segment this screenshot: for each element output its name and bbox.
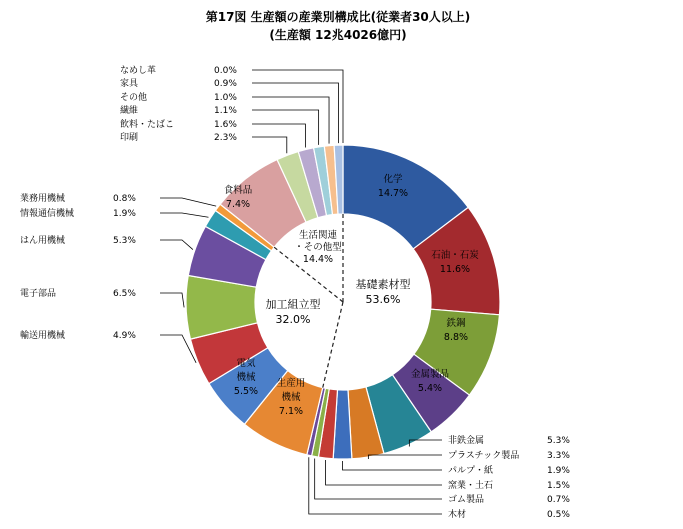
item-4-value: 5.3%: [547, 436, 570, 446]
item-1-inside-label-0: 石油・石炭: [431, 250, 479, 261]
item-2-inside-label-0: 鉄鋼: [446, 318, 466, 329]
item-18-value: 2.3%: [214, 133, 237, 143]
group-label-living-1: ・その他型: [294, 242, 342, 253]
item-16-value: 0.8%: [113, 194, 136, 204]
item-11-inside-label-2: 5.5%: [233, 386, 259, 397]
item-15-label: 情報通信機械: [20, 209, 75, 219]
item-14-label: はん用機械: [20, 236, 66, 246]
item-5-value: 3.3%: [547, 451, 570, 461]
item-12-label: 輸送用機械: [20, 331, 66, 341]
item-3-inside-label-0: 金属製品: [410, 369, 450, 380]
item-23-label: なめし革: [120, 66, 157, 76]
group-value-basic: 53.6%: [365, 293, 401, 306]
item-20-leader: [252, 110, 319, 145]
item-5-label: プラスチック製品: [448, 451, 520, 461]
item-17-inside-label-1: 7.4%: [225, 199, 251, 210]
chart-title: 第17図 生産額の産業別構成比(従業者30人以上): [205, 10, 471, 24]
item-11-inside-label-1: 機械: [236, 372, 256, 383]
item-10-inside-label-0: 生産用: [276, 378, 306, 389]
item-13-value: 6.5%: [113, 289, 136, 299]
item-7-leader: [326, 460, 442, 485]
item-23-value: 0.0%: [214, 66, 237, 76]
item-20-value: 1.1%: [214, 106, 237, 116]
item-10-inside-label-2: 7.1%: [278, 406, 304, 417]
group-label-living-0: 生活関連: [298, 230, 338, 241]
item-19-label: 飲料・たばこ: [120, 120, 175, 130]
item-6-value: 1.9%: [547, 466, 570, 476]
item-19-leader: [252, 124, 305, 148]
item-16-leader: [160, 198, 216, 206]
item-7-value: 1.5%: [547, 481, 570, 491]
item-13-leader: [160, 293, 184, 307]
item-20-label: 繊維: [120, 106, 139, 116]
group-label-assembly: 加工組立型: [265, 298, 321, 311]
item-13-label: 電子部品: [20, 289, 57, 299]
item-14-leader: [160, 240, 193, 250]
item-9-value: 0.5%: [547, 510, 570, 520]
item-15-leader: [160, 213, 208, 217]
group-divider-0: [323, 302, 343, 388]
group-value-living: 14.4%: [302, 254, 334, 265]
item-5-leader: [368, 455, 442, 459]
item-11-inside-label-0: 電気: [236, 358, 256, 369]
item-18-leader: [252, 137, 287, 153]
item-6-label: パルプ・紙: [448, 466, 494, 476]
group-label-basic: 基礎素材型: [355, 278, 411, 291]
item-14-value: 5.3%: [113, 236, 136, 246]
item-8-value: 0.7%: [547, 495, 570, 505]
item-6-leader: [343, 461, 442, 470]
item-22-leader: [252, 83, 339, 143]
item-0-inside-label-0: 化学: [383, 174, 403, 185]
item-16-label: 業務用機械: [20, 194, 66, 204]
item-10-inside-label-1: 機械: [281, 392, 301, 403]
item-17-inside-label-0: 食料品: [223, 185, 253, 196]
item-22-value: 0.9%: [214, 79, 237, 89]
item-19-value: 1.6%: [214, 120, 237, 130]
item-4-label: 非鉄金属: [448, 436, 485, 446]
item-1-inside-label-1: 11.6%: [439, 264, 471, 275]
item-9-label: 木材: [448, 510, 467, 520]
item-21-label: その他: [120, 93, 148, 103]
item-22-label: 家具: [120, 79, 139, 89]
group-value-assembly: 32.0%: [275, 313, 311, 326]
item-0-inside-label-1: 14.7%: [377, 188, 409, 199]
item-7-label: 窯業・土石: [448, 481, 494, 491]
item-18-label: 印刷: [120, 133, 139, 143]
item-3-inside-label-1: 5.4%: [417, 383, 443, 394]
item-8-leader: [315, 458, 442, 499]
item-15-value: 1.9%: [113, 209, 136, 219]
item-12-value: 4.9%: [113, 331, 136, 341]
item-2-inside-label-1: 8.8%: [443, 332, 469, 343]
item-9-leader: [309, 457, 442, 514]
chart-subtitle: (生産額 12兆4026億円): [269, 28, 407, 42]
item-21-value: 1.0%: [214, 93, 237, 103]
item-8-label: ゴム製品: [448, 495, 485, 505]
